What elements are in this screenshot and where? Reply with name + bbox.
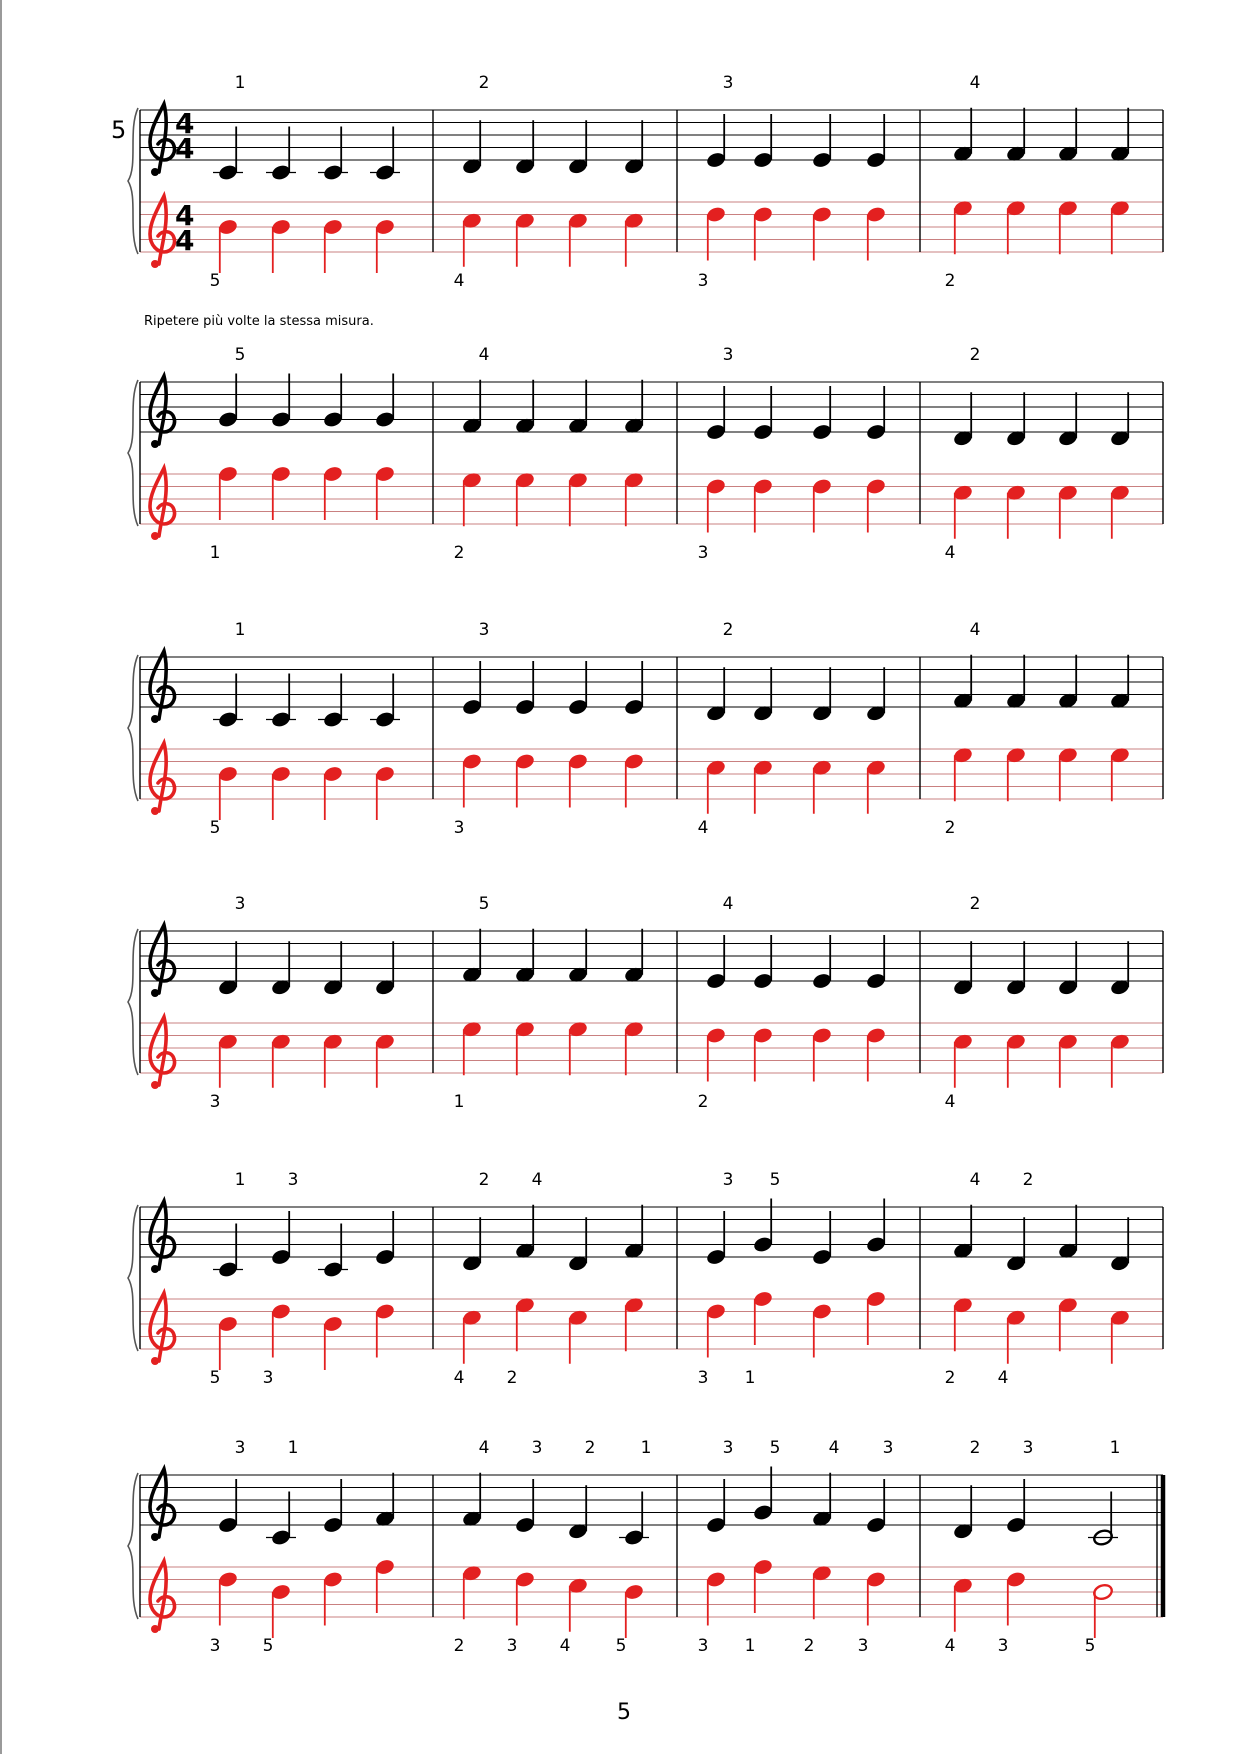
- finger-number-right-hand: 5: [234, 345, 246, 365]
- finger-number-right-hand: 4: [969, 620, 981, 640]
- finger-number-left-hand: 3: [209, 1092, 221, 1112]
- brace: [128, 655, 138, 801]
- finger-number-right-hand: 1: [234, 73, 246, 93]
- finger-number-right-hand: 3: [882, 1438, 894, 1458]
- finger-number-left-hand: 2: [944, 818, 956, 838]
- finger-number-left-hand: 4: [697, 818, 709, 838]
- finger-number-left-hand: 2: [453, 543, 465, 563]
- left-hand-note: [217, 1315, 238, 1370]
- finger-number-right-hand: 3: [1022, 1438, 1034, 1458]
- left-hand-note: [322, 218, 343, 273]
- left-hand-note: [322, 765, 343, 820]
- finger-number-right-hand: 3: [478, 620, 490, 640]
- finger-number-left-hand: 5: [262, 1636, 274, 1656]
- finger-number-left-hand: 3: [262, 1368, 274, 1388]
- treble-clef-icon: [150, 651, 175, 723]
- finger-number-left-hand: 3: [697, 543, 709, 563]
- left-hand-note: [374, 765, 395, 820]
- finger-number-left-hand: 1: [744, 1636, 756, 1656]
- time-signature-upper: 4: [175, 199, 195, 232]
- finger-number-right-hand: 4: [531, 1170, 543, 1190]
- finger-number-right-hand: 4: [969, 1170, 981, 1190]
- left-hand-note: [270, 765, 291, 820]
- finger-number-left-hand: 3: [697, 1368, 709, 1388]
- brace: [128, 929, 138, 1075]
- finger-number-left-hand: 3: [697, 271, 709, 291]
- treble-clef-icon: [150, 376, 175, 448]
- finger-number-left-hand: 2: [803, 1636, 815, 1656]
- left-hand-note: [217, 218, 238, 273]
- finger-number-left-hand: 4: [997, 1368, 1009, 1388]
- finger-number-left-hand: 4: [559, 1636, 571, 1656]
- treble-clef-icon: [150, 104, 175, 176]
- finger-number-right-hand: 3: [234, 894, 246, 914]
- finger-number-right-hand: 1: [287, 1438, 299, 1458]
- brace: [128, 380, 138, 526]
- finger-number-left-hand: 3: [209, 1636, 221, 1656]
- brace: [128, 1205, 138, 1351]
- finger-number-left-hand: 2: [944, 271, 956, 291]
- treble-clef-icon: [150, 1561, 175, 1633]
- treble-clef-icon: [150, 743, 175, 815]
- finger-number-left-hand: 5: [1084, 1636, 1096, 1656]
- finger-number-right-hand: 3: [722, 1438, 734, 1458]
- finger-number-right-hand: 4: [969, 73, 981, 93]
- finger-number-right-hand: 1: [234, 620, 246, 640]
- finger-number-left-hand: 5: [209, 818, 221, 838]
- finger-number-right-hand: 4: [722, 894, 734, 914]
- page-number: 5: [617, 1700, 631, 1725]
- left-hand-note: [374, 218, 395, 273]
- finger-number-left-hand: 4: [944, 1092, 956, 1112]
- finger-number-right-hand: 2: [969, 894, 981, 914]
- finger-number-right-hand: 2: [584, 1438, 596, 1458]
- treble-clef-icon: [150, 468, 175, 540]
- instruction-text: Ripetere più volte la stessa misura.: [144, 314, 374, 329]
- time-signature-lower: 4: [175, 224, 195, 257]
- finger-number-right-hand: 4: [478, 345, 490, 365]
- finger-number-right-hand: 3: [722, 345, 734, 365]
- time-signature-upper: 4: [175, 107, 195, 140]
- finger-number-left-hand: 4: [453, 271, 465, 291]
- finger-number-right-hand: 2: [969, 1438, 981, 1458]
- brace: [128, 108, 138, 254]
- finger-number-right-hand: 4: [828, 1438, 840, 1458]
- finger-number-right-hand: 2: [969, 345, 981, 365]
- finger-number-left-hand: 2: [453, 1636, 465, 1656]
- left-hand-note: [623, 1583, 644, 1638]
- finger-number-left-hand: 5: [615, 1636, 627, 1656]
- finger-number-right-hand: 2: [722, 620, 734, 640]
- finger-number-left-hand: 4: [453, 1368, 465, 1388]
- finger-number-left-hand: 3: [857, 1636, 869, 1656]
- brace: [128, 1473, 138, 1619]
- finger-number-right-hand: 1: [640, 1438, 652, 1458]
- finger-number-right-hand: 2: [478, 73, 490, 93]
- finger-number-right-hand: 2: [478, 1170, 490, 1190]
- finger-number-left-hand: 4: [944, 543, 956, 563]
- treble-clef-icon: [150, 1017, 175, 1089]
- time-signature-lower: 4: [175, 132, 195, 165]
- finger-number-left-hand: 3: [697, 1636, 709, 1656]
- finger-number-right-hand: 3: [531, 1438, 543, 1458]
- finger-number-left-hand: 1: [744, 1368, 756, 1388]
- finger-number-right-hand: 4: [478, 1438, 490, 1458]
- finger-number-left-hand: 3: [453, 818, 465, 838]
- treble-clef-icon: [150, 1201, 175, 1273]
- finger-number-right-hand: 1: [234, 1170, 246, 1190]
- left-hand-note: [270, 218, 291, 273]
- treble-clef-icon: [150, 925, 175, 997]
- treble-clef-icon: [150, 196, 175, 268]
- finger-number-right-hand: 2: [1022, 1170, 1034, 1190]
- finger-number-right-hand: 5: [769, 1170, 781, 1190]
- treble-clef-icon: [150, 1293, 175, 1365]
- finger-number-right-hand: 3: [722, 1170, 734, 1190]
- finger-number-right-hand: 5: [769, 1438, 781, 1458]
- left-hand-note: [217, 765, 238, 820]
- finger-number-left-hand: 5: [209, 271, 221, 291]
- finger-number-right-hand: 3: [234, 1438, 246, 1458]
- left-hand-note: [1092, 1583, 1113, 1638]
- finger-number-left-hand: 1: [453, 1092, 465, 1112]
- finger-number-right-hand: 3: [287, 1170, 299, 1190]
- treble-clef-icon: [150, 1469, 175, 1541]
- system-number: 5: [111, 116, 127, 144]
- finger-number-left-hand: 4: [944, 1636, 956, 1656]
- finger-number-left-hand: 3: [997, 1636, 1009, 1656]
- finger-number-left-hand: 3: [506, 1636, 518, 1656]
- finger-number-left-hand: 2: [697, 1092, 709, 1112]
- finger-number-left-hand: 1: [209, 543, 221, 563]
- finger-number-right-hand: 3: [722, 73, 734, 93]
- left-hand-note: [270, 1583, 291, 1638]
- finger-number-left-hand: 2: [944, 1368, 956, 1388]
- finger-number-right-hand: 5: [478, 894, 490, 914]
- finger-number-left-hand: 5: [209, 1368, 221, 1388]
- left-hand-note: [322, 1315, 343, 1370]
- finger-number-left-hand: 2: [506, 1368, 518, 1388]
- finger-number-right-hand: 1: [1109, 1438, 1121, 1458]
